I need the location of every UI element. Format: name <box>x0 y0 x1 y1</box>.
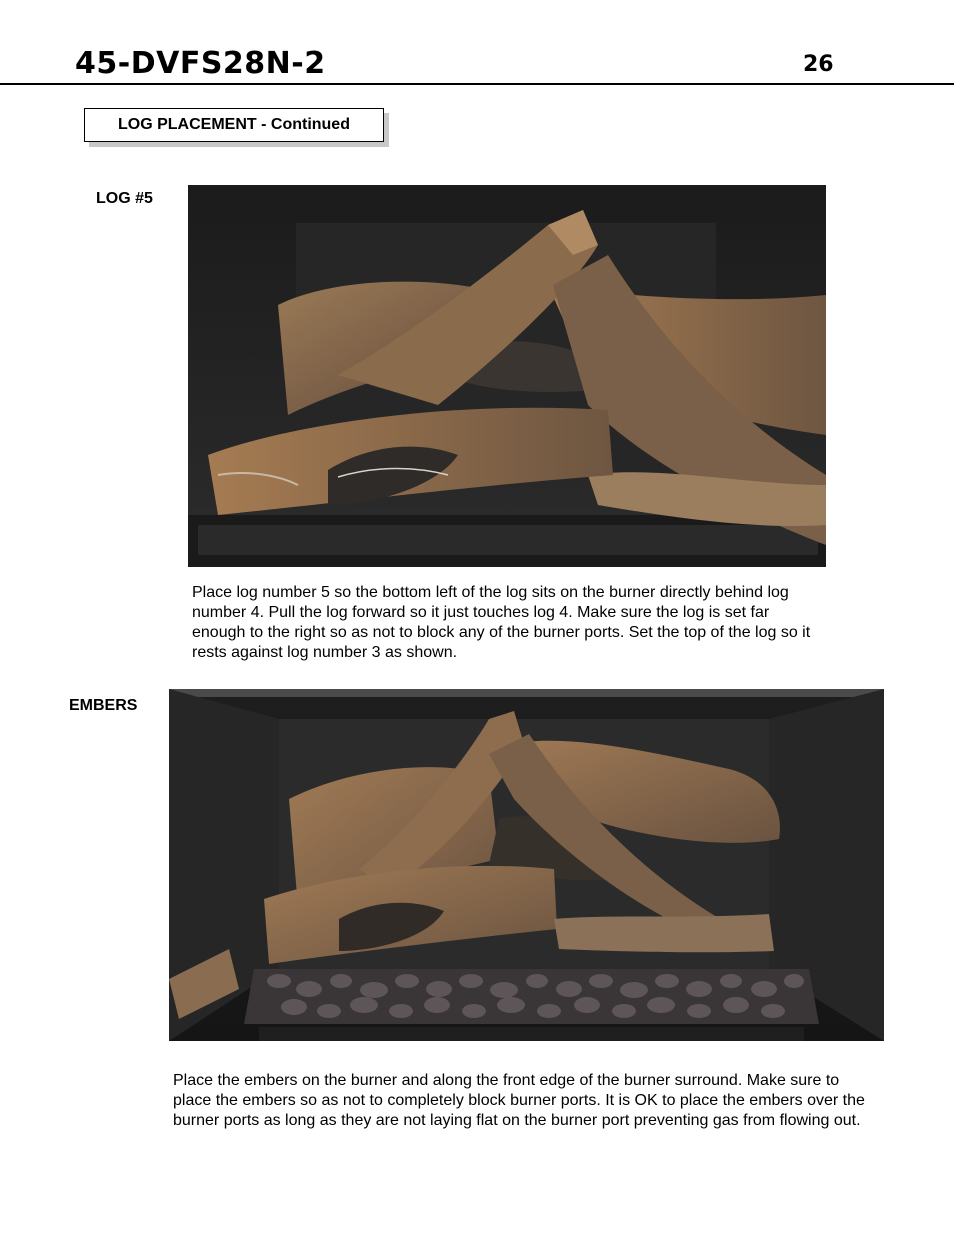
section-title-box <box>84 108 384 142</box>
model-title: 45-DVFS28N-2 <box>75 46 326 81</box>
log-5-instructions: Place log number 5 so the bottom left of the log sits on the burner directly behind log number 4. Pull the log forward so it just touches log 4. Make sure the log is set far enough to the right so as not to block any of the burner ports. Set the top of the log so it rests against log number 3 as shown. <box>192 584 811 661</box>
section-title: LOG PLACEMENT - Continued <box>118 116 350 133</box>
embers-placement-photo <box>169 689 884 1041</box>
embers-label: EMBERS <box>69 697 138 714</box>
log-5-placement-photo <box>188 185 826 567</box>
header-rule <box>0 83 954 85</box>
embers-instructions: Place the embers on the burner and along the front edge of the burner surround. Make sure to place the embers so as not to completely block burner ports. It is OK to place the embers over the burner ports as long as they are not laying flat on the burner port preventing gas from flowing out. <box>173 1072 865 1129</box>
page-number: 26 <box>803 52 834 77</box>
log-5-label: LOG #5 <box>96 190 153 207</box>
